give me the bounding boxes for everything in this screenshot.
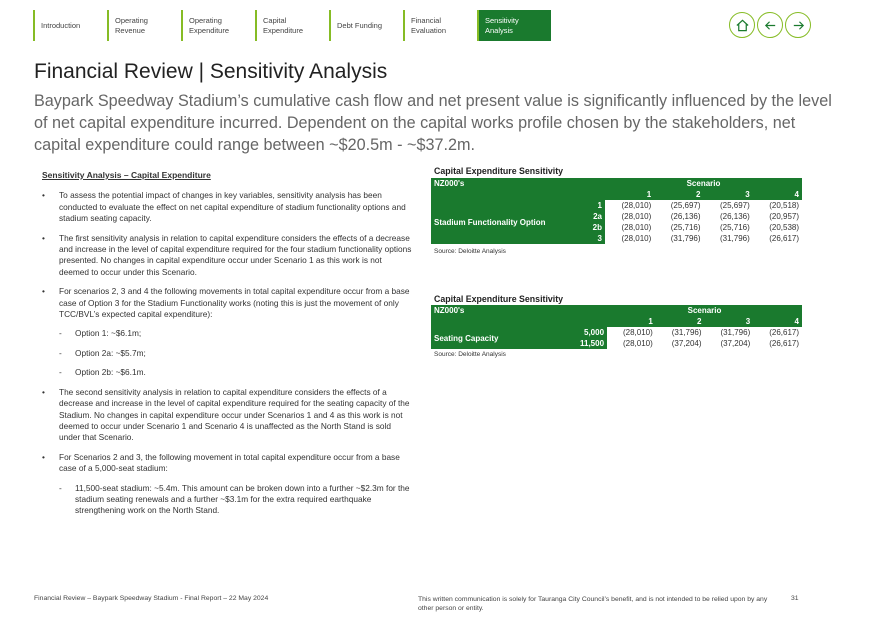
table-cell: (28,010) (622, 339, 653, 348)
bullet-paragraph: • The second sensitivity analysis in relation to capital expenditure considers the effects of a decrease and increase in the level of capital expenditure required for the seating capacity of the Stadium. No changes in capital expenditure occur under Scenarios 1 and 4 as this work is not deemed to occur under Scenario 1 and Scenario 4 is unaffected as the North Stand is sold under that Scenario. (42, 387, 412, 444)
scenario-label: Scenario (605, 178, 802, 189)
dash-item: - 11,500-seat stadium: ~5.4m. This amount can be broken down into a further ~$2.3m for the stadium seating renewals and a further ~$3.1m for the extra required earthquake strengthening work on the North Stand. (42, 483, 412, 517)
functionality-sensitivity-table (431, 178, 802, 244)
header-spacer (577, 316, 607, 327)
scenario-label: Scenario (607, 305, 802, 316)
scenario-number: 4 (753, 189, 802, 200)
table-cell: (26,136) (670, 212, 701, 221)
scenario-number: 4 (753, 316, 802, 327)
table-cell: (37,204) (720, 339, 751, 348)
nav-tab-capital-expenditure[interactable] (255, 10, 329, 41)
unit-label: NZ000's (431, 178, 577, 189)
page-subtitle: Baypark Speedway Stadium’s cumulative cash flow and net present value is significantly influenced by the level of net capital expenditure incurred. Dependent on the capital works profile chosen by the stakeholders, net capital expenditure could range between ~$20.5m - ~$37.2m. (34, 92, 832, 154)
nav-tab-label: Debt Funding (337, 20, 383, 30)
top-nav (33, 10, 551, 41)
table-header-row (431, 305, 802, 316)
scenario-number: 1 (607, 316, 656, 327)
nav-tab-label: Operating Revenue (115, 16, 148, 35)
table-cell: (26,617) (769, 328, 799, 337)
header-spacer (577, 305, 607, 316)
header-spacer (431, 316, 577, 327)
header-spacer (431, 189, 577, 200)
scenario-number: 3 (705, 316, 754, 327)
arrow-right-icon[interactable] (785, 12, 811, 38)
table-row (431, 327, 802, 338)
home-icon[interactable] (729, 12, 755, 38)
table-cell: (28,010) (621, 223, 652, 232)
nav-icon-group (729, 12, 811, 38)
table-cell: (31,796) (671, 328, 702, 337)
dash-item: - Option 2b: ~$6.1m. (42, 367, 412, 378)
option-label: 2b (577, 222, 605, 233)
table-cell: (25,716) (719, 223, 750, 232)
option-label: 3 (577, 233, 605, 244)
table-cell: (20,538) (769, 223, 799, 232)
nav-tab-introduction[interactable] (33, 10, 107, 41)
nav-tab-operating-revenue[interactable] (107, 10, 181, 41)
nav-tab-operating-expenditure[interactable] (181, 10, 255, 41)
nav-tab-debt-funding[interactable] (329, 10, 403, 41)
option-label: 5,000 (577, 327, 607, 338)
dash-item: - Option 2a: ~$5.7m; (42, 348, 412, 359)
unit-label: NZ000's (431, 305, 577, 316)
scenario-number: 1 (605, 189, 654, 200)
table-header-row (431, 178, 802, 189)
table-cell: (28,010) (621, 212, 652, 221)
sensitivity-text (42, 170, 412, 525)
option-label: 2a (577, 211, 605, 222)
table-title-functionality: Capital Expenditure Sensitivity (434, 166, 564, 176)
nav-tab-sensitivity-analysis[interactable] (477, 10, 551, 41)
page-number: 31 (791, 595, 799, 602)
bullet-paragraph: • For Scenarios 2 and 3, the following movement in total capital expenditure occur from a base case of a 5,000-seat stadium: (42, 452, 412, 475)
footer-disclaimer: This written communication is solely for Tauranga City Council’s benefit, and is not intended to be relied upon by any other person or entity. (418, 596, 768, 612)
header-spacer (577, 189, 605, 200)
option-label: 1 (577, 200, 605, 211)
table-cell: (26,617) (769, 339, 799, 348)
row-group-label: Stadium Functionality Option (431, 200, 577, 244)
nav-tab-label: Financial Evaluation (411, 16, 447, 35)
table-cell: (26,617) (769, 234, 799, 243)
scenario-number: 2 (656, 316, 705, 327)
row-group-label: Seating Capacity (431, 327, 577, 349)
table-source: Source: Deloitte Analysis (434, 351, 506, 358)
table-cell: (20,518) (769, 201, 799, 210)
table-row (431, 200, 802, 211)
table-cell: (25,716) (670, 223, 701, 232)
nav-tab-label: Operating Expenditure (189, 16, 230, 35)
table-cell: (28,010) (621, 201, 652, 210)
bullet-paragraph: • To assess the potential impact of changes in key variables, sensitivity analysis has been conducted to evaluate the effect on net capital expenditure of stadium functionality options and stadium seating capacity. (42, 190, 412, 224)
header-spacer (577, 178, 605, 189)
table-cell: (31,796) (720, 328, 751, 337)
table-cell: (28,010) (621, 234, 652, 243)
table-cell: (25,697) (719, 201, 750, 210)
table-cell: (25,697) (670, 201, 701, 210)
arrow-left-icon[interactable] (757, 12, 783, 38)
table-cell: (28,010) (622, 328, 653, 337)
section-heading: Sensitivity Analysis – Capital Expenditure (42, 170, 211, 180)
nav-tab-financial-evaluation[interactable] (403, 10, 477, 41)
table-source: Source: Deloitte Analysis (434, 248, 506, 255)
table-cell: (31,796) (719, 234, 750, 243)
table-title-seating: Capital Expenditure Sensitivity (434, 294, 564, 304)
page-title: Financial Review | Sensitivity Analysis (34, 60, 388, 83)
bullet-paragraph: • The first sensitivity analysis in relation to capital expenditure considers the effects of a decrease and increase in the level of capital expenditure required for the four stadium functionality options presented. No changes in capital expenditure occur under Scenario 1 as this work is not deemed to occur under this Scenario. (42, 233, 412, 279)
seating-sensitivity-table (431, 305, 802, 349)
option-label: 11,500 (577, 338, 607, 349)
dash-item: - Option 1: ~$6.1m; (42, 328, 412, 339)
nav-tab-label: Introduction (41, 20, 81, 30)
footer-report-title: Financial Review – Baypark Speedway Stadium - Final Report – 22 May 2024 (34, 595, 269, 602)
nav-tab-label: Sensitivity Analysis (485, 16, 519, 35)
nav-tab-label: Capital Expenditure (263, 16, 304, 35)
scenario-number: 2 (654, 189, 703, 200)
table-cell: (20,957) (769, 212, 799, 221)
scenario-number-row (431, 316, 802, 327)
scenario-number: 3 (704, 189, 753, 200)
scenario-number-row (431, 189, 802, 200)
table-cell: (31,796) (670, 234, 701, 243)
table-cell: (37,204) (671, 339, 702, 348)
table-cell: (26,136) (719, 212, 750, 221)
bullet-paragraph: • For scenarios 2, 3 and 4 the following movements in total capital expenditure occur from a base case of Option 3 for the Stadium Functionality works (noting this is just the movement of only TCC/BVL’s expected capital expenditure): (42, 286, 412, 320)
